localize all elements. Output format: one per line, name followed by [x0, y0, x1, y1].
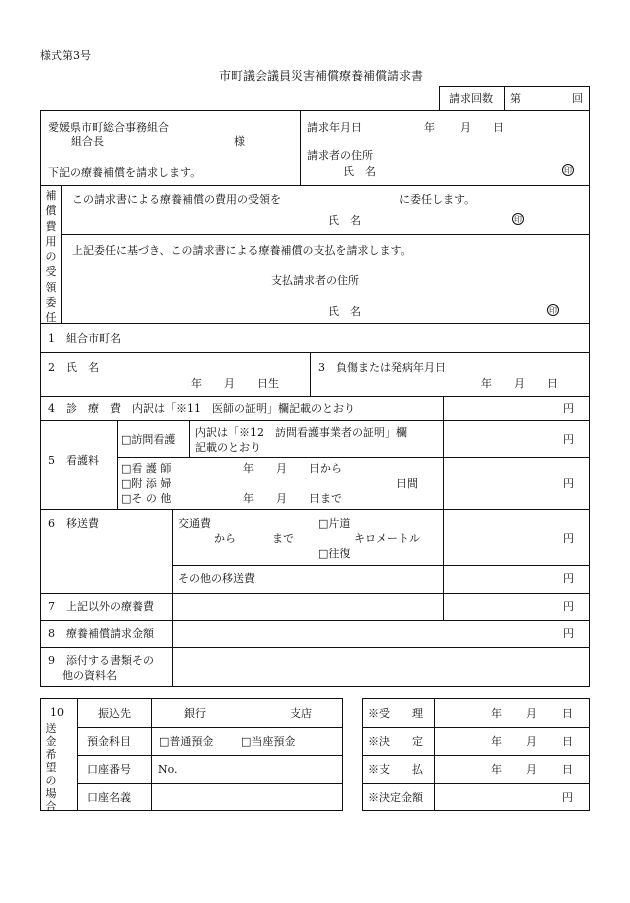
row8-claim-amount: 8 療養補償請求金額	[48, 627, 154, 640]
row1-municipality-label: 1 組合市町名	[48, 332, 121, 345]
row6-other-transport: その他の移送費	[178, 572, 255, 585]
payment-address-label: 支払請求者の住所	[271, 274, 359, 287]
row5-attendant-checkbox[interactable]: □附 添 婦	[121, 477, 172, 490]
office-year: 年	[491, 707, 502, 720]
yen-unit: 円	[563, 572, 574, 585]
row5-to-date: 年 月 日まで	[243, 492, 342, 505]
row3-injury-date-label: 3 負傷または発病年月日	[318, 361, 446, 374]
office-year: 年	[491, 763, 502, 776]
request-count-dai: 第	[510, 92, 521, 105]
request-date-month: 月	[460, 121, 471, 134]
claimant-name-label: 氏 名	[343, 165, 376, 178]
row6-from: から	[214, 532, 236, 545]
delegation-line2: 上記委任に基づき、この請求書による療養補償の支払を請求します。	[72, 244, 412, 257]
request-text: 下記の療養補償を請求します。	[48, 166, 202, 179]
office-amount-label: ※決定金額	[368, 791, 423, 804]
yen-unit: 円	[563, 627, 574, 640]
row5-visit-note-line1: 内訳は「※12 訪問看護事業者の証明」欄	[195, 426, 407, 439]
org-name: 愛媛県市町総合事務組合	[48, 121, 169, 134]
yen-unit: 円	[563, 600, 574, 613]
row5-from-date: 年 月 日から	[243, 462, 342, 475]
account-number-prefix: No.	[158, 763, 178, 776]
office-day: 日	[562, 763, 573, 776]
row9-attachments-line2: 他の資料名	[62, 669, 117, 682]
row6-to: まで	[272, 532, 294, 545]
org-chief: 組合長	[71, 135, 104, 148]
account-name-label: 口座名義	[87, 791, 131, 804]
yen-unit: 円	[563, 402, 574, 415]
office-day: 日	[562, 707, 573, 720]
seal-icon: 印	[564, 166, 572, 175]
row6-transport-label: 6 移送費	[48, 517, 99, 530]
request-count-kai: 回	[572, 92, 583, 105]
row2-name-label: 2 氏 名	[48, 361, 99, 374]
normal-deposit-checkbox[interactable]: □普通預金	[159, 735, 214, 748]
row6-km: キロメートル	[354, 532, 420, 545]
delegate-name-label: 氏 名	[328, 214, 361, 227]
office-yen: 円	[562, 791, 573, 804]
bank-section-label: 送金希望の場合	[45, 722, 57, 813]
form-title: 市町議会議員災害補償療養補償請求書	[219, 69, 424, 83]
bank-section-number: 10	[50, 706, 64, 719]
office-year: 年	[491, 735, 502, 748]
office-day: 日	[562, 735, 573, 748]
row5-days: 日間	[396, 477, 418, 490]
request-date-year: 年	[424, 121, 435, 134]
form-number: 様式第3号	[40, 49, 91, 62]
branch-label: 支店	[290, 707, 312, 720]
seal-icon: 印	[549, 306, 557, 315]
seal-icon: 印	[514, 215, 522, 224]
delegation-side-label: 補償費用の受領委任	[45, 189, 57, 325]
addressee-sama: 様	[234, 135, 245, 148]
request-count-label: 請求回数	[449, 92, 493, 105]
yen-unit: 円	[563, 532, 574, 545]
account-type-label: 預金科目	[87, 735, 131, 748]
yen-unit: 円	[563, 477, 574, 490]
request-date-day: 日	[493, 121, 504, 134]
row6-oneway-checkbox[interactable]: □片道	[318, 517, 351, 530]
row6-transport-fee: 交通費	[178, 517, 211, 530]
row9-attachments-line1: 9 添付する書類その	[48, 654, 154, 667]
payment-name-label: 氏 名	[328, 305, 361, 318]
request-date-label: 請求年月日	[307, 121, 362, 134]
row5-nurse-checkbox[interactable]: □看 護 師	[121, 462, 172, 475]
transfer-to-label: 振込先	[98, 707, 131, 720]
current-deposit-checkbox[interactable]: □当座預金	[241, 735, 296, 748]
office-received-label: ※受 理	[368, 707, 423, 720]
yen-unit: 円	[563, 433, 574, 446]
row5-visit-nursing-checkbox[interactable]: □訪問看護	[121, 433, 176, 446]
row5-visit-note-line2: 記載のとおり	[195, 441, 261, 454]
bank-label: 銀行	[184, 707, 206, 720]
row3-injury-date: 年 月 日	[481, 377, 558, 390]
office-decided-label: ※決 定	[368, 735, 423, 748]
office-paid-label: ※支 払	[368, 763, 423, 776]
delegation-line1-prefix: この請求書による療養補償の費用の受領を	[72, 193, 281, 206]
row6-roundtrip-checkbox[interactable]: □往復	[318, 547, 351, 560]
delegation-line1-suffix: に委任します。	[399, 193, 476, 206]
claimant-address-label: 請求者の住所	[307, 149, 373, 162]
row5-nursing-label: 5 看護料	[48, 454, 99, 467]
office-month: 月	[526, 735, 537, 748]
row2-birth-date: 年 月 日生	[191, 377, 279, 390]
row7-other-fees: 7 上記以外の療養費	[48, 600, 154, 613]
row5-other-checkbox[interactable]: □そ の 他	[121, 492, 172, 505]
office-month: 月	[526, 707, 537, 720]
office-month: 月	[526, 763, 537, 776]
row4-medical-fee: 4 診 療 費 内訳は「※11 医師の証明」欄記載のとおり	[48, 402, 355, 415]
account-number-label: 口座番号	[87, 763, 131, 776]
